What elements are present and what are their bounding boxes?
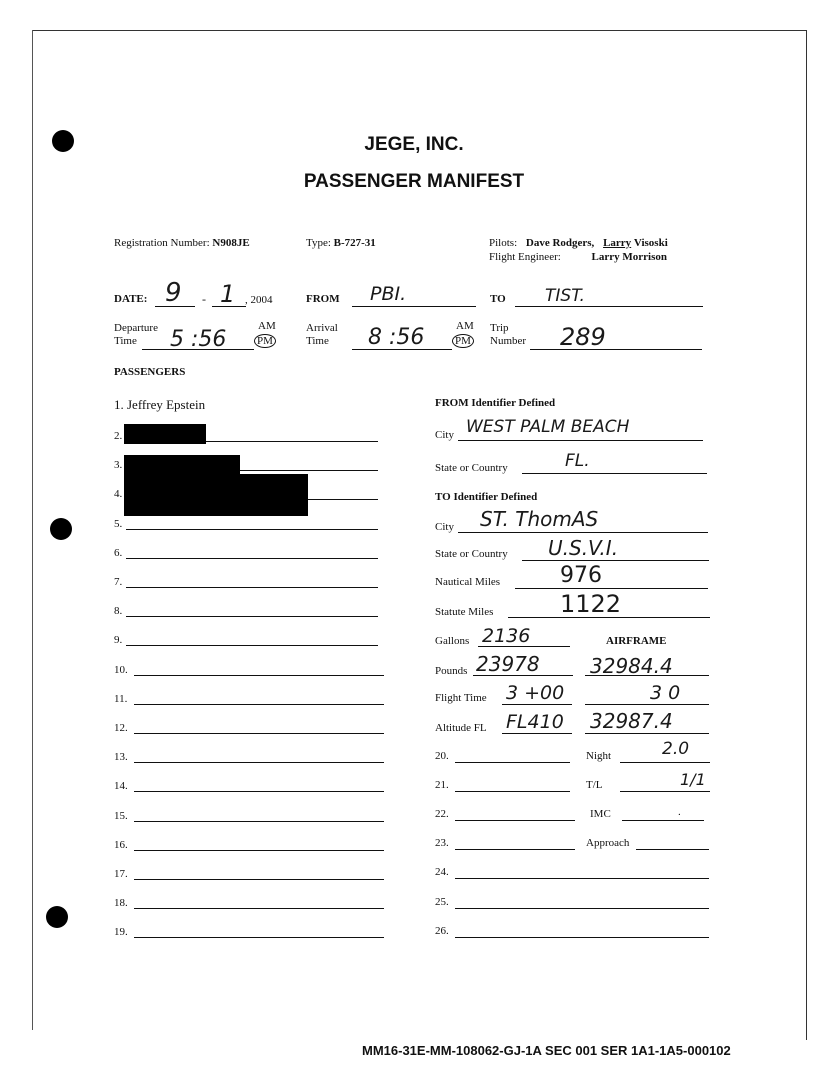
engineer-value: Larry Morrison <box>591 251 667 263</box>
pilot-2-first: Larry <box>603 237 632 249</box>
passenger-line <box>134 762 384 763</box>
punch-hole-middle <box>50 518 72 540</box>
row-22-line <box>455 820 575 821</box>
date-year: , 2004 <box>245 294 273 306</box>
to-identifier-heading: TO Identifier Defined <box>435 491 538 503</box>
nautical-value: 976 <box>560 563 602 588</box>
to-label: TO <box>490 293 506 305</box>
from-state-label: State or Country <box>435 462 508 474</box>
flight-time-airframe-line <box>585 704 709 705</box>
arrival-pm-circled: PM <box>452 334 474 348</box>
company-name: JEGE, INC. <box>364 134 464 155</box>
statute-value: 1122 <box>560 590 622 618</box>
date-day: 1 <box>220 280 236 308</box>
to-city-line <box>458 532 708 533</box>
passenger-number: 17. <box>114 868 128 880</box>
approach-label: Approach <box>586 837 630 849</box>
to-city-label: City <box>435 521 454 533</box>
passenger-number: 5. <box>114 518 123 530</box>
redaction-block-4 <box>124 474 308 516</box>
passenger-line <box>126 558 378 559</box>
passenger-line <box>134 821 384 822</box>
trip-line <box>530 349 702 350</box>
row-24-number: 24. <box>435 866 449 878</box>
passenger-number: 3. <box>114 459 123 471</box>
registration-row <box>114 237 250 249</box>
tl-label: T/L <box>586 779 603 791</box>
pilots-row <box>489 237 668 249</box>
type-label: Type: <box>306 237 331 249</box>
passenger-number: 14. <box>114 780 128 792</box>
row-23-number: 23. <box>435 837 449 849</box>
departure-pm-circled: PM <box>254 334 276 348</box>
from-city-value: WEST PALM BEACH <box>466 417 630 437</box>
passenger-number: 2. <box>114 430 123 442</box>
bates-number: MM16-31E-MM-108062-GJ-1A SEC 001 SER 1A1-1A5-000102 <box>362 1043 731 1058</box>
from-state-value: FL. <box>565 451 590 471</box>
passenger-line <box>126 587 378 588</box>
passenger-number: 8. <box>114 605 123 617</box>
passenger-number: 18. <box>114 897 128 909</box>
altitude-line <box>502 733 572 734</box>
arrival-time: 8 :56 <box>368 325 425 350</box>
airframe-label: AIRFRAME <box>606 635 667 647</box>
redaction-block-3 <box>124 455 240 475</box>
to-line <box>515 306 703 307</box>
row-21-line <box>455 791 570 792</box>
pounds-value: 23978 <box>476 652 540 676</box>
row-20-line <box>455 762 570 763</box>
passenger-line <box>134 733 384 734</box>
passenger-line <box>126 645 378 646</box>
arrival-am: AM <box>456 320 474 332</box>
to-state-line <box>522 560 709 561</box>
gallons-value: 2136 <box>482 625 531 647</box>
imc-line <box>622 820 704 821</box>
to-state-value: U.S.V.I. <box>548 536 619 560</box>
from-city-label: City <box>435 429 454 441</box>
altitude-airframe-value: 32987.4 <box>590 709 673 733</box>
night-line <box>620 762 710 763</box>
arrival-label: Arrival Time <box>306 322 338 347</box>
from-city-line <box>458 440 703 441</box>
passenger-number: 10. <box>114 664 128 676</box>
from-value: PBI. <box>370 283 407 305</box>
row-22-number: 22. <box>435 808 449 820</box>
pilot-2-last: Visoski <box>633 237 668 249</box>
row-24-line <box>455 878 709 879</box>
departure-am: AM <box>258 320 276 332</box>
punch-hole-bottom <box>46 906 68 928</box>
from-label: FROM <box>306 293 340 305</box>
registration-value: N908JE <box>212 237 250 249</box>
to-value: TIST. <box>545 286 585 306</box>
passenger-line <box>134 704 384 705</box>
row-21-number: 21. <box>435 779 449 791</box>
tl-line <box>620 791 710 792</box>
row-25-number: 25. <box>435 896 449 908</box>
passenger-number: 6. <box>114 547 123 559</box>
row-26-line <box>455 937 709 938</box>
page-title: PASSENGER MANIFEST <box>303 171 525 192</box>
passenger-number: 4. <box>114 488 123 500</box>
redaction-block-2 <box>124 424 206 444</box>
imc-label: IMC <box>590 808 611 820</box>
passengers-heading: PASSENGERS <box>114 366 186 378</box>
flight-time-value: 3 +00 <box>506 682 565 704</box>
tl-value: 1/1 <box>680 770 706 789</box>
date-label: DATE: <box>114 293 148 305</box>
passenger-number: 19. <box>114 926 128 938</box>
flight-time-label: Flight Time <box>435 692 487 704</box>
statute-label: Statute Miles <box>435 606 494 618</box>
to-city-value: ST. ThomAS <box>480 507 599 531</box>
trip-label: Trip Number <box>490 322 527 347</box>
passenger-line <box>134 791 384 792</box>
passenger-1: 1. Jeffrey Epstein <box>114 397 206 412</box>
passenger-line <box>126 529 378 530</box>
row-20-number: 20. <box>435 750 449 762</box>
trip-number: 289 <box>560 323 606 351</box>
night-label: Night <box>586 750 612 762</box>
departure-label: Departure Time <box>114 322 158 347</box>
night-value: 2.0 <box>662 739 690 759</box>
passenger-number: 9. <box>114 634 123 646</box>
date-separator: - <box>202 292 206 306</box>
to-state-label: State or Country <box>435 548 508 560</box>
passenger-line <box>134 879 384 880</box>
passenger-line <box>134 675 384 676</box>
engineer-row <box>489 251 667 263</box>
engineer-label: Flight Engineer: <box>489 251 561 263</box>
type-row <box>306 237 376 249</box>
pounds-label: Pounds <box>435 665 468 677</box>
passenger-number: 15. <box>114 810 128 822</box>
departure-time: 5 :56 <box>170 327 227 352</box>
passenger-number: 13. <box>114 751 128 763</box>
row-26-number: 26. <box>435 925 449 937</box>
pounds-airframe-value: 32984.4 <box>590 654 673 678</box>
altitude-value: FL410 <box>506 711 564 733</box>
altitude-label: Altitude FL <box>435 722 487 734</box>
flight-time-line <box>502 704 572 705</box>
pilot-1: Dave Rodgers, <box>525 237 595 249</box>
imc-dot: . <box>678 806 681 818</box>
passenger-number: 12. <box>114 722 128 734</box>
type-value: B-727-31 <box>333 237 376 249</box>
page-edge-top <box>32 30 806 31</box>
passenger-line <box>134 908 384 909</box>
row-25-line <box>455 908 709 909</box>
flight-time-airframe-value: 3 0 <box>650 682 681 704</box>
from-line <box>352 306 476 307</box>
from-identifier-heading: FROM Identifier Defined <box>435 397 556 409</box>
altitude-airframe-line <box>585 733 709 734</box>
approach-line <box>636 849 709 850</box>
registration-label: Registration Number: <box>114 237 210 249</box>
passenger-line <box>134 937 384 938</box>
nautical-line <box>515 588 708 589</box>
passenger-line <box>134 850 384 851</box>
pilots-label: Pilots: <box>489 237 518 249</box>
nautical-label: Nautical Miles <box>435 576 501 588</box>
passenger-number: 7. <box>114 576 123 588</box>
gallons-label: Gallons <box>435 635 470 647</box>
passenger-number: 11. <box>114 693 128 705</box>
date-month: 9 <box>165 278 182 308</box>
row-23-line <box>455 849 575 850</box>
passenger-number: 16. <box>114 839 128 851</box>
from-state-line <box>522 473 707 474</box>
passenger-line <box>126 616 378 617</box>
